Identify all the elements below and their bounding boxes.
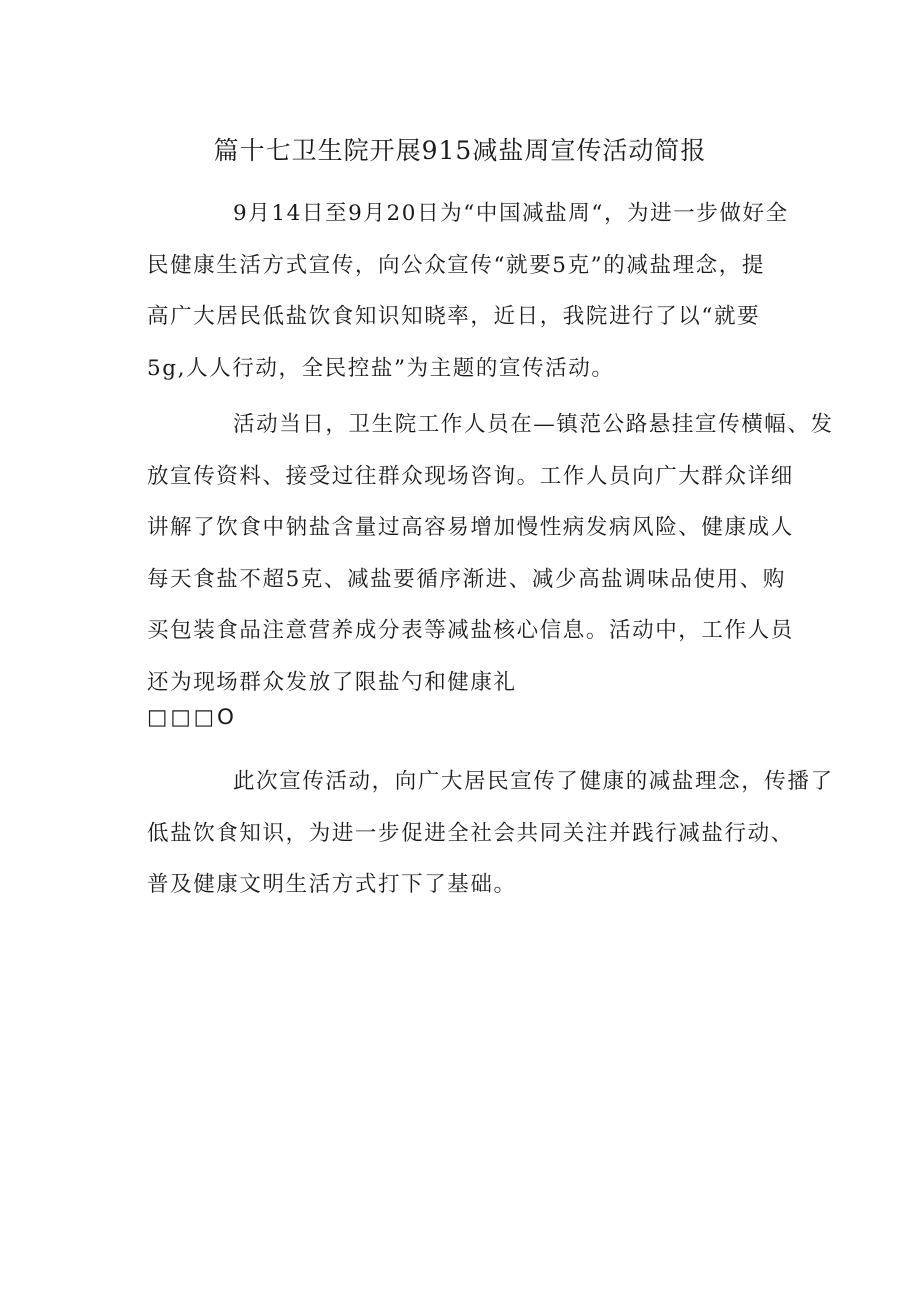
paragraph-line: 民健康生活方式宣传，向公众宣传“就要5克”的减盐理念，提 (147, 252, 765, 278)
paragraph-line: 普及健康文明生活方式打下了基础。 (147, 872, 517, 897)
document-title: 篇十七卫生院开展915减盐周宣传活动简报 (213, 136, 707, 165)
paragraph-line: 还为现场群众发放了限盐勺和健康礼 (147, 669, 517, 695)
paragraph-line: 高广大居民低盐饮食知识知晓率，近日，我院进行了以“就要 (147, 304, 761, 329)
paragraph-line: 活动当日，卫生院工作人员在—镇范公路悬挂宣传横幅、发 (233, 412, 834, 437)
paragraph-line: 放宣传资料、接受过往群众现场咨询。工作人员向广大群众详细 (147, 463, 794, 489)
paragraph-line: 每天食盐不超5克、减盐要循序渐进、减少高盐调味品使用、购 (147, 566, 786, 592)
paragraph-line: 低盐饮食知识，为进一步促进全社会共同关注并践行减盐行动、 (147, 820, 794, 846)
paragraph-line: 讲解了饮食中钠盐含量过高容易增加慢性病发病风险、健康成人 (147, 515, 794, 540)
garbled-characters-line: □□□O (147, 705, 237, 730)
paragraph-line: 此次宣传活动，向广大居民宣传了健康的减盐理念，传播了 (233, 769, 834, 794)
paragraph-line: 9月14日至9月20日为“中国减盐周“，为进一步做好全 (233, 201, 789, 226)
paragraph-line: 5g,人人行动，全民控盐”为主题的宣传活动。 (147, 355, 615, 381)
paragraph-intro (147, 188, 797, 394)
paragraph-line: 买包装食品注意营养成分表等减盐核心信息。活动中，工作人员 (147, 618, 794, 643)
paragraph-activity (147, 399, 834, 708)
paragraph-conclusion (147, 756, 834, 911)
